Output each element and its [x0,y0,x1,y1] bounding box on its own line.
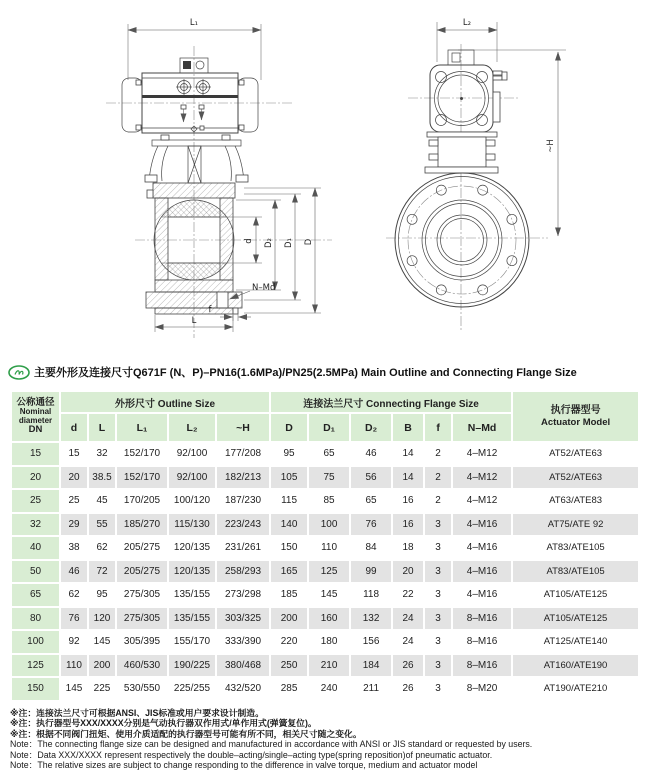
value-cell: 135/155 [169,608,215,630]
value-cell: 170/205 [117,490,167,512]
value-cell: 25 [61,490,87,512]
value-cell: 145 [309,584,349,606]
value-cell: 46 [61,561,87,583]
value-cell: 187/230 [217,490,269,512]
brand-logo-icon [8,365,30,380]
value-cell: 200 [89,655,115,677]
value-cell: 303/325 [217,608,269,630]
value-cell: 14 [393,467,423,489]
value-cell: 110 [61,655,87,677]
col-header-D2: D₂ [351,414,391,441]
col-header-f: f [425,414,451,441]
dimension-l [155,315,233,332]
value-cell: 24 [393,608,423,630]
value-cell: 4–M16 [453,584,511,606]
value-cell: 140 [271,514,307,536]
actuator-model-cell: AT52/ATE63 [513,467,638,489]
left-end-cap [122,78,142,132]
value-cell: 26 [393,655,423,677]
value-cell: 4–M12 [453,490,511,512]
value-cell: 45 [89,490,115,512]
value-cell: 99 [351,561,391,583]
value-cell: 3 [425,561,451,583]
dn-cell: 32 [12,514,59,536]
value-cell: 100 [309,514,349,536]
value-cell: 145 [89,631,115,653]
table-row [12,467,638,489]
actuator-column-header: 执行器型号 Actuator Model [513,392,638,441]
bracket-end-view [425,132,498,173]
value-cell: 22 [393,584,423,606]
value-cell: 432/520 [217,678,269,700]
value-cell: 185/270 [117,514,167,536]
actuator-model-cell: AT190/ATE210 [513,678,638,700]
value-cell: 92/100 [169,443,215,465]
value-cell: 3 [425,608,451,630]
value-cell: 205/275 [117,537,167,559]
value-cell: 100/120 [169,490,215,512]
actuator-model-cell: AT105/ATE125 [513,608,638,630]
value-cell: 185 [271,584,307,606]
note-line: Note：The connecting flange size can be designed and manufactured in accordance with ANSI or JIS standard or requested by users. [10,739,533,750]
col-header-D1: D₁ [309,414,349,441]
flange-face-view [395,173,529,307]
value-cell: 76 [61,608,87,630]
value-cell: 16 [393,514,423,536]
value-cell: 152/170 [117,467,167,489]
value-cell: 3 [425,678,451,700]
col-header-L2: L₂ [169,414,215,441]
value-cell: 135/155 [169,584,215,606]
dn-cell: 15 [12,443,59,465]
value-cell: 55 [89,514,115,536]
page-title: 主要外形及连接尺寸Q671F (N、P)–PN16(1.6MPa)/PN25(2.5MPa) Main Outline and Connecting Flange Size [34,367,577,379]
value-cell: 115/130 [169,514,215,536]
actuator-model-cell: AT52/ATE63 [513,443,638,465]
value-cell: 38 [61,537,87,559]
value-cell: 38.5 [89,467,115,489]
value-cell: 32 [89,443,115,465]
actuator-body [122,58,258,133]
dn-cell: 150 [12,678,59,700]
value-cell: 250 [271,655,307,677]
right-end-cap [238,78,258,132]
actuator-model-cell: AT105/ATE125 [513,584,638,606]
value-cell: 95 [89,584,115,606]
value-cell: 4–M16 [453,561,511,583]
label-d-outer: D [304,238,314,246]
value-cell: 4–M16 [453,537,511,559]
value-cell: 460/530 [117,655,167,677]
note-line: ※注：执行器型号XXX/XXXX分别是气动执行器双作用式/单作用式(弹簧复位)。 [10,718,317,729]
value-cell: 46 [351,443,391,465]
value-cell: 333/390 [217,631,269,653]
flange-size-group-header: 连接法兰尺寸 Connecting Flange Size [271,392,511,412]
col-header-D: D [271,414,307,441]
col-header-L: L [89,414,115,441]
value-cell: 18 [393,537,423,559]
table-row [12,561,638,583]
col-header-L1: L₁ [117,414,167,441]
value-cell: 120 [89,608,115,630]
outline-size-group-header: 外形尺寸 Outline Size [61,392,269,412]
value-cell: 210 [309,655,349,677]
value-cell: 3 [425,514,451,536]
value-cell: 92/100 [169,467,215,489]
value-cell: 62 [61,584,87,606]
valve-body-section [146,183,242,314]
value-cell: 3 [425,584,451,606]
value-cell: 15 [61,443,87,465]
air-ports [176,79,211,95]
value-cell: 85 [309,490,349,512]
value-cell: 275/305 [117,608,167,630]
value-cell: 275/305 [117,584,167,606]
value-cell: 14 [393,443,423,465]
actuator-model-cell: AT83/ATE105 [513,561,638,583]
value-cell: 95 [271,443,307,465]
value-cell: 380/468 [217,655,269,677]
side-view-drawing [106,18,332,338]
value-cell: 29 [61,514,87,536]
value-cell: 3 [425,537,451,559]
actuator-model-cell: AT75/ATE 92 [513,514,638,536]
dn-cell: 40 [12,537,59,559]
value-cell: 223/243 [217,514,269,536]
value-cell: 84 [351,537,391,559]
label-l: L [191,316,197,326]
dn-cell: 65 [12,584,59,606]
table-row [12,608,638,630]
value-cell: 225 [89,678,115,700]
value-cell: 20 [393,561,423,583]
table-body [12,443,638,700]
dn-column-header: 公称通径 Nominal diameter DN [12,392,59,441]
col-header-NMd: N–Md [453,414,511,441]
value-cell: 190/225 [169,655,215,677]
value-cell: 145 [61,678,87,700]
value-cell: 220 [271,631,307,653]
value-cell: 72 [89,561,115,583]
label-d2: D₂ [264,238,274,248]
notes-block [10,708,642,770]
label-l1: L₁ [189,18,199,28]
table-row [12,678,638,700]
table-row [12,537,638,559]
value-cell: 8–M20 [453,678,511,700]
note-line: Note：Data XXX/XXXX represent respectively the double–acting/single–acting type(spring reposition)of pneumatic actuator. [10,749,493,760]
value-cell: 273/298 [217,584,269,606]
value-cell: 150 [271,537,307,559]
label-h: ~H [546,139,556,153]
value-cell: 205/275 [117,561,167,583]
table-row [12,490,638,512]
value-cell: 2 [425,467,451,489]
value-cell: 65 [351,490,391,512]
value-cell: 156 [351,631,391,653]
dn-cell: 20 [12,467,59,489]
dn-cell: 50 [12,561,59,583]
flange-bolt-hole [217,292,228,308]
value-cell: 3 [425,631,451,653]
value-cell: 56 [351,467,391,489]
value-cell: 65 [309,443,349,465]
value-cell: 165 [271,561,307,583]
value-cell: 20 [61,467,87,489]
value-cell: 305/395 [117,631,167,653]
table-row [12,514,638,536]
value-cell: 8–M16 [453,655,511,677]
label-d1: D₁ [284,238,294,248]
value-cell: 152/170 [117,443,167,465]
value-cell: 2 [425,443,451,465]
table-row [12,443,638,465]
label-f: f [208,305,212,315]
value-cell: 258/293 [217,561,269,583]
table-row [12,584,638,606]
value-cell: 4–M12 [453,467,511,489]
value-cell: 105 [271,467,307,489]
value-cell: 75 [309,467,349,489]
value-cell: 92 [61,631,87,653]
value-cell: 182/213 [217,467,269,489]
table-row [12,631,638,653]
value-cell: 231/261 [217,537,269,559]
table-row [12,655,638,677]
value-cell: 62 [89,537,115,559]
actuator-end-view [430,50,507,132]
value-cell: 110 [309,537,349,559]
value-cell: 118 [351,584,391,606]
label-l2: L₂ [462,18,472,28]
col-header-H: ~H [217,414,269,441]
value-cell: 225/255 [169,678,215,700]
actuator-model-cell: AT160/ATE190 [513,655,638,677]
value-cell: 120/135 [169,537,215,559]
dn-cell: 125 [12,655,59,677]
value-cell: 8–M16 [453,631,511,653]
value-cell: 285 [271,678,307,700]
actuator-model-cell: AT125/ATE140 [513,631,638,653]
value-cell: 115 [271,490,307,512]
dimension-l1 [128,18,261,80]
dn-cell: 25 [12,490,59,512]
value-cell: 120/135 [169,561,215,583]
value-cell: 76 [351,514,391,536]
label-n-md: N–Md [252,283,276,293]
mounting-bracket [145,135,248,183]
value-cell: 16 [393,490,423,512]
value-cell: 240 [309,678,349,700]
technical-drawings [0,0,650,362]
dn-cell: 80 [12,608,59,630]
note-line: ※注：根据不同阀门扭矩、使用介质适配的执行器型号可能有所不同，相关尺寸随之变化。 [10,728,362,739]
value-cell: 26 [393,678,423,700]
dimension-l2 [437,18,497,62]
value-cell: 180 [309,631,349,653]
actuator-model-cell: AT83/ATE105 [513,537,638,559]
value-cell: 4–M16 [453,514,511,536]
note-line: ※注：连接法兰尺寸可根据ANSI、JIS标准或用户要求设计制造。 [10,708,264,718]
dn-cell: 100 [12,631,59,653]
dimension-table [10,390,640,702]
value-cell: 132 [351,608,391,630]
air-fitting [493,71,502,75]
actuator-model-cell: AT63/ATE83 [513,490,638,512]
bolt-circle [408,186,516,294]
value-cell: 184 [351,655,391,677]
value-cell: 3 [425,655,451,677]
value-cell: 155/170 [169,631,215,653]
value-cell: 211 [351,678,391,700]
section-title-row [8,364,577,380]
value-cell: 4–M12 [453,443,511,465]
value-cell: 200 [271,608,307,630]
col-header-d: d [61,414,87,441]
col-header-B: B [393,414,423,441]
value-cell: 160 [309,608,349,630]
note-line: Note：The relative sizes are subject to change responding to the difference in valve torque, medium and actuator model [10,759,478,770]
value-cell: 2 [425,490,451,512]
value-cell: 125 [309,561,349,583]
value-cell: 177/208 [217,443,269,465]
label-d: d [244,238,254,244]
value-cell: 24 [393,631,423,653]
end-view-drawing [386,18,566,332]
value-cell: 530/550 [117,678,167,700]
value-cell: 8–M16 [453,608,511,630]
